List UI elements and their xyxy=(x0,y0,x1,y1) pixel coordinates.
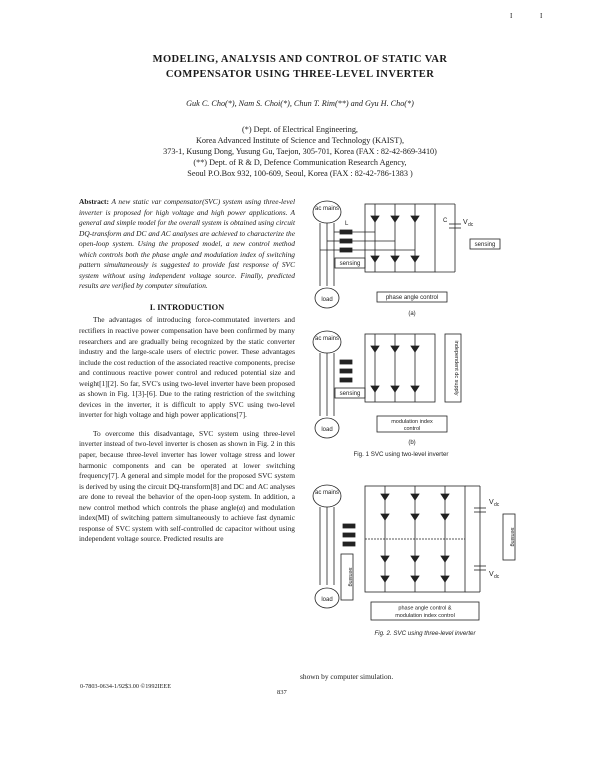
abstract-label: Abstract: xyxy=(79,197,109,206)
mi-control-label: modulation index xyxy=(391,419,433,425)
inductor xyxy=(340,230,352,234)
affiliation-2-line-2: Seoul P.O.Box 932, 100-609, Seoul, Korea (FAX : 82-42-786-1383 ) xyxy=(187,169,413,178)
inductor xyxy=(340,239,352,243)
phase-control-label: phase angle control xyxy=(385,295,439,301)
control-label: modulation index control xyxy=(395,613,455,619)
authors: Guk C. Cho(*), Nam S. Choi(*), Chun T. Rim(**) and Gyu H. Cho(*) xyxy=(186,99,414,108)
page-number: 837 xyxy=(277,689,287,696)
corner-mark: I xyxy=(510,12,513,20)
inductor xyxy=(340,248,352,252)
paper-title-line-1: MODELING, ANALYSIS AND CONTROL OF STATIC VAR xyxy=(152,54,448,65)
dc-supply-label: independent dc supply xyxy=(453,340,459,396)
corner-mark: I xyxy=(540,12,543,20)
figure-1-diagram xyxy=(305,194,530,462)
vdc-label: V xyxy=(489,499,494,506)
paper-title-line-2: COMPENSATOR USING THREE-LEVEL INVERTER xyxy=(165,69,435,80)
capacitor-label: C xyxy=(443,218,448,224)
vdc-subscript: dc xyxy=(494,502,500,508)
intro-paragraph-1: The advantages of introducing force-commutated inverters and rectifiers in reactive power compensation have been confirmed by many researchers and are gradually being recognized by the static converter industry and the large-scale users of electric power. These advantages include the cost reduction of the associated reactive components, precise and continuous reactive power control and reduced potential size and weight[1][2]. So far, SVC's using two-level inverter have been proposed as shown in Fig. 1[3]-[6]. Due to the rating restriction of the switching devices in the inverter, it is difficult to apply SVC using two-level inverter for high voltage and high power applications[7]. xyxy=(79,315,295,420)
sensing-label: sensing xyxy=(347,567,353,587)
load-label: load xyxy=(321,427,333,433)
sensing-label: sensing xyxy=(509,527,515,547)
sensing-label: sensing xyxy=(339,261,361,267)
load-label: load xyxy=(321,597,333,603)
affiliation-1-line-1: (*) Dept. of Electrical Engineering, xyxy=(242,125,358,134)
inductor-label: L xyxy=(345,221,349,227)
affiliation-1-line-3: 373-1, Kusung Dong, Yusung Gu, Taejon, 305-701, Korea (FAX : 82-42-869-3410) xyxy=(163,147,437,156)
isbn-line: 0-7803-0634-1/92$3.00 ©1992IEEE xyxy=(80,683,171,690)
sensing-label: sensing xyxy=(474,242,496,248)
ac-mains-label: ac mains xyxy=(314,490,340,496)
vdc-subscript: dc xyxy=(468,222,474,228)
section-heading: I. INTRODUCTION xyxy=(149,302,225,312)
control-label: phase angle control & xyxy=(398,605,452,612)
vdc-label: V xyxy=(489,571,494,578)
subfigure-a-label: (a) xyxy=(408,311,416,317)
affiliation-1-line-2: Korea Advanced Institute of Science and Technology (KAIST), xyxy=(196,136,404,145)
figure-1-caption: Fig. 1 SVC using two-level inverter xyxy=(353,451,449,458)
figure-2-diagram xyxy=(305,480,530,652)
abstract-text: A new static var compensator(SVC) system using three-level inverter is proposed for high voltage and high power applications. A general and simple model for the overall system is obtained using circuit DQ-transform and DC and AC analyses are achieved to characterize the open-loop system. Using the proposed model, a new control method which controls both the phase angle and modulation index of switching pattern simultaneously is suggested to provide fast response of SVC system without using independent voltage source. Finally, predicted results are verified by computer simulation. xyxy=(79,197,295,291)
ac-mains-source xyxy=(313,201,341,223)
abstract xyxy=(79,197,295,292)
intro-paragraph-2: To overcome this disadvantage, SVC system using three-level inverter instead of two-level inverter is chosen as shown in Fig. 2 in this paper, because three-level inverter has lower voltage stress and lower harmonic components and can be operated at lower switching frequency[7]. A general and simple model for the proposed SVC system is derived by using the circuit DQ-transform[8] and DC and AC analyses are done to reveal the behavior of the open-loop system. In addition, a new control method which controls the phase angle(α) and modulation index(MI) of switching pattern simultaneously to achieve fast dynamic response of SVC system with self-controlled dc capacitor without using independent voltage source. Predicted results are xyxy=(79,428,295,544)
sensing-label: sensing xyxy=(339,391,361,397)
vdc-subscript: dc xyxy=(494,574,500,580)
left-column xyxy=(79,197,295,545)
figure-2-caption: Fig. 2. SVC using three-level inverter xyxy=(374,630,476,637)
continued-text: shown by computer simulation. xyxy=(300,672,394,681)
ac-mains-label: ac mains xyxy=(314,336,340,342)
ac-mains-source xyxy=(313,331,341,353)
subfigure-b-label: (b) xyxy=(408,440,416,446)
vdc-label: V xyxy=(463,219,468,226)
load-label: load xyxy=(321,297,333,303)
mi-control-label: control xyxy=(403,426,421,432)
ac-mains-source xyxy=(313,485,341,507)
affiliation-2-line-1: (**) Dept. of R & D, Defence Communication Research Agency, xyxy=(193,158,407,167)
ac-mains-label: ac mains xyxy=(314,206,340,212)
